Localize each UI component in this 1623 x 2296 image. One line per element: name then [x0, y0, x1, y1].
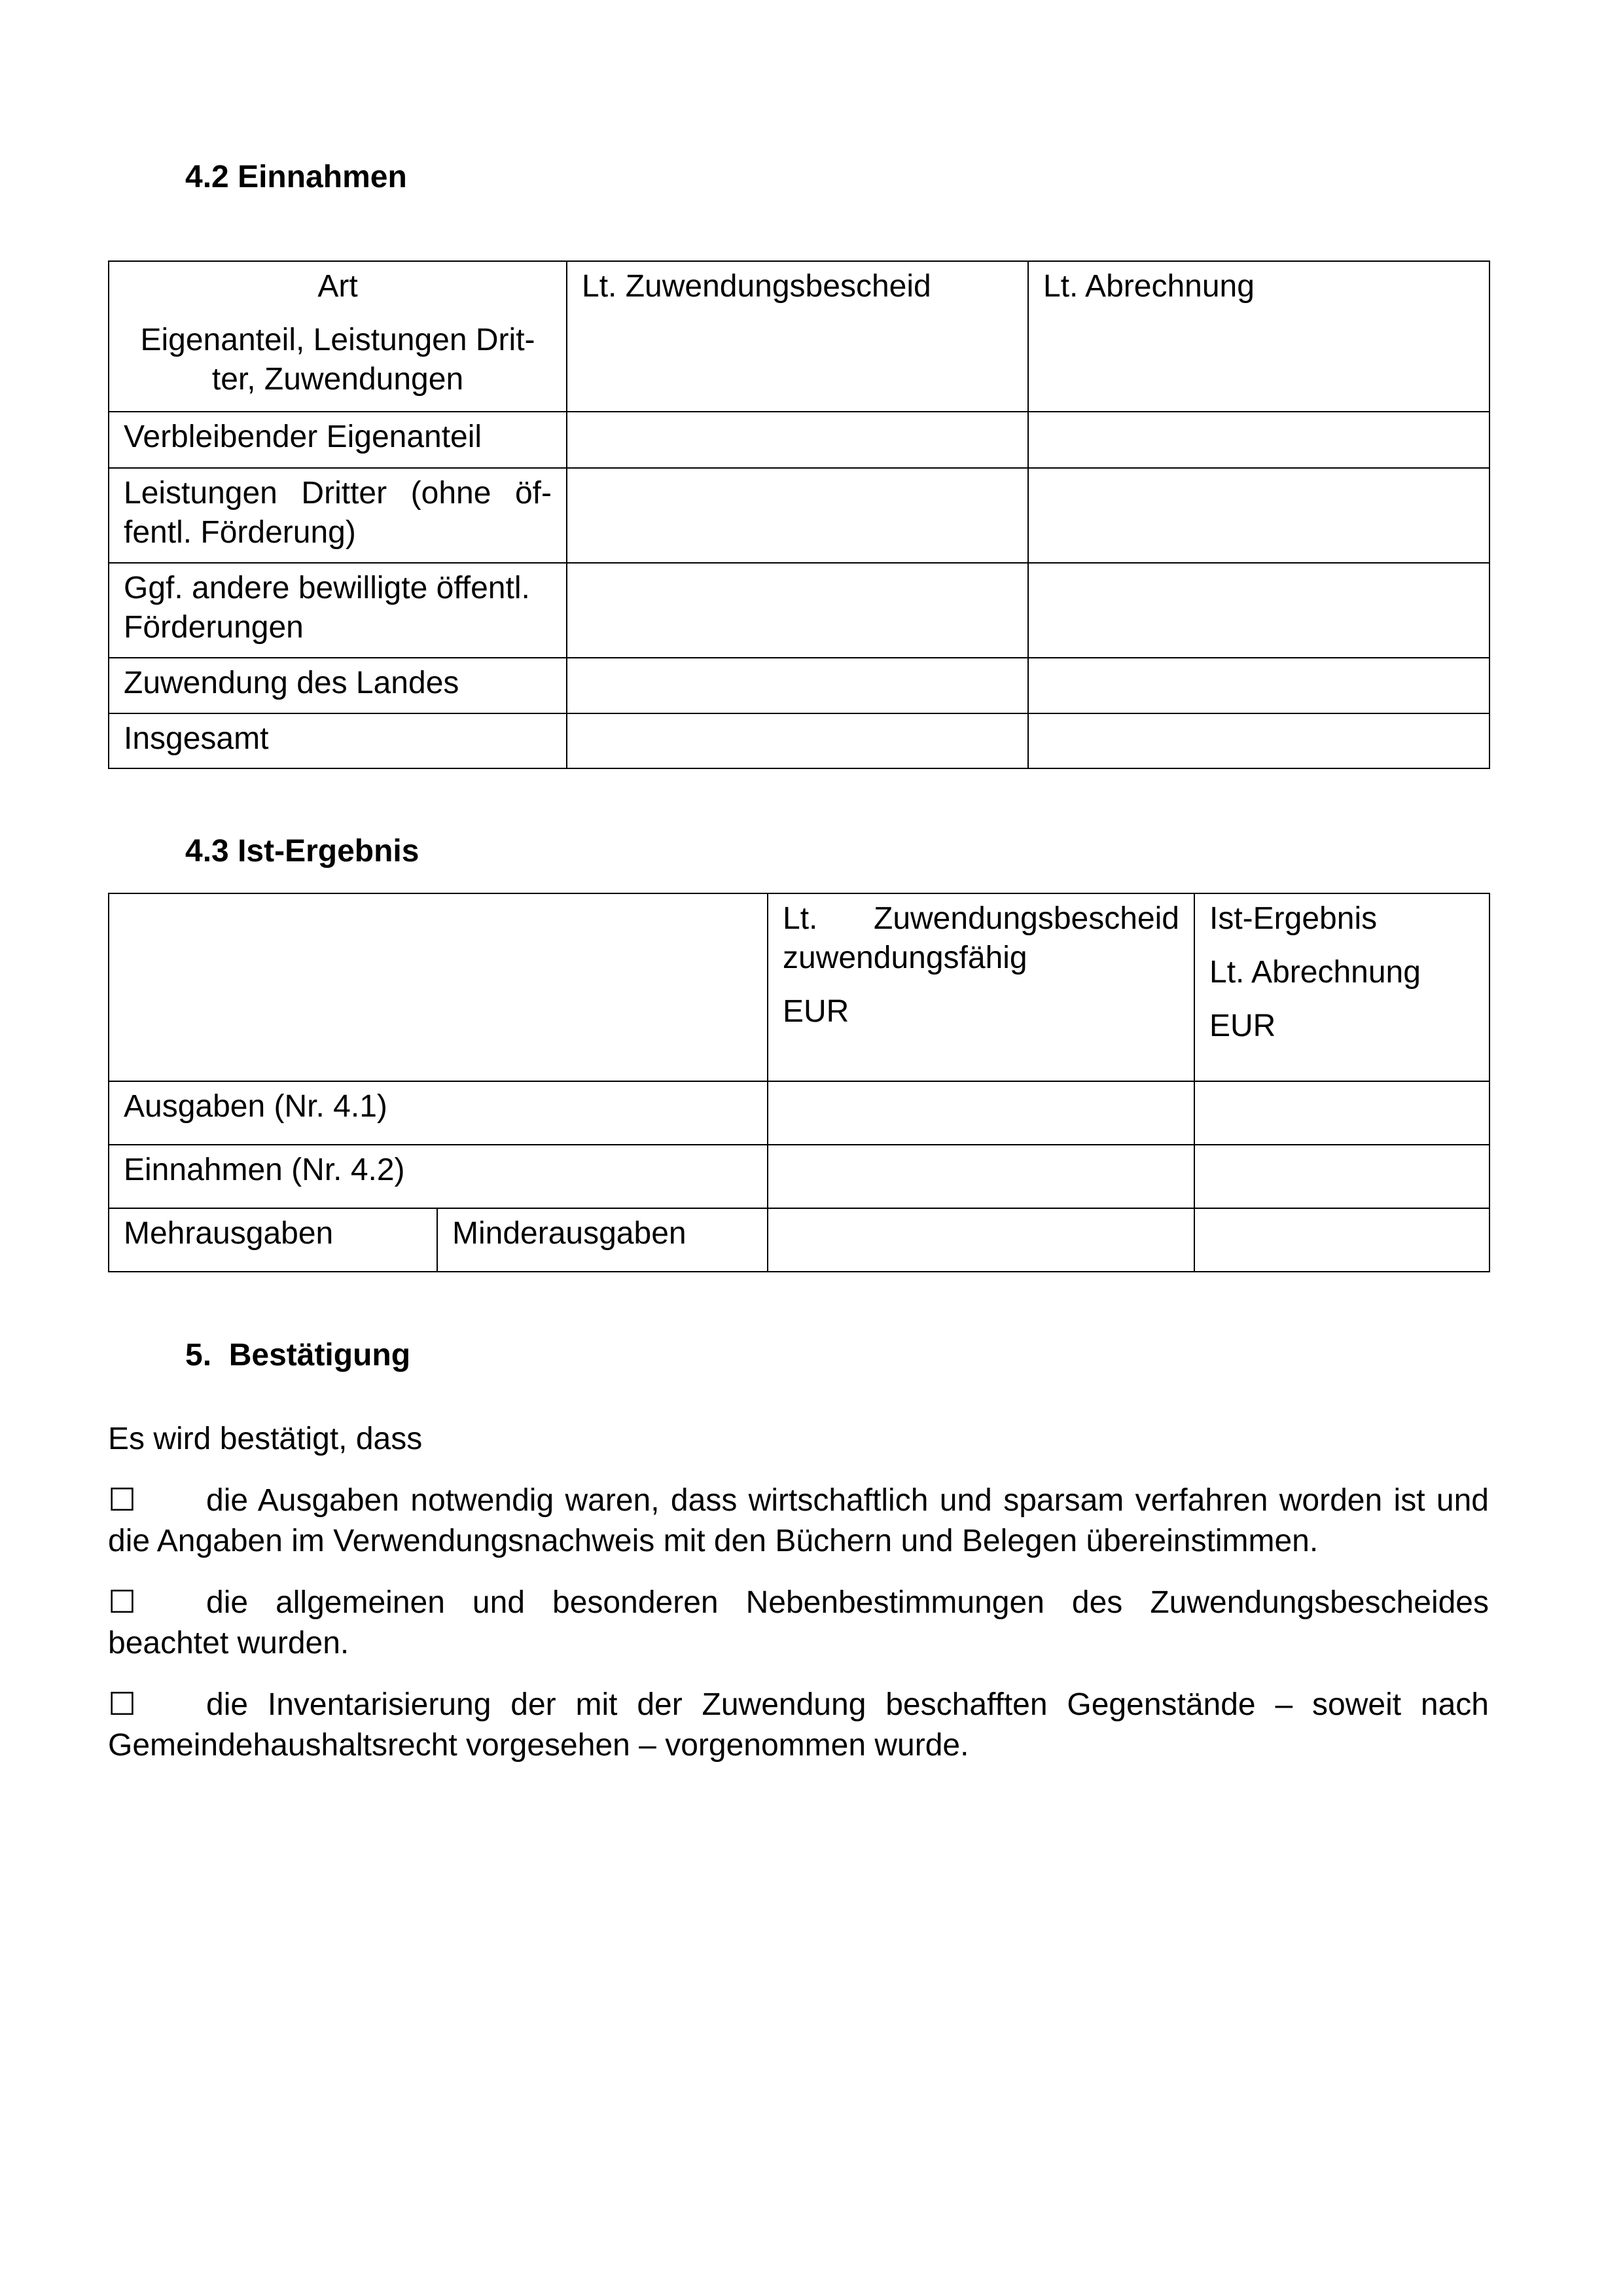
confirmation-item-text: die Inventarisierung der mit der Zuwendung beschafften Gegenstände – soweit nach Gemeindehaushaltsrecht vorgesehen – vorgenommen wurde. [108, 1687, 1489, 1763]
row-bescheid-value[interactable] [567, 412, 1028, 468]
header-art: Art [317, 269, 358, 304]
header-ist-cell [1194, 893, 1489, 1081]
header-empty-cell [109, 893, 768, 1081]
header-ist-unit: EUR [1209, 1009, 1276, 1043]
row-bescheid-value[interactable] [567, 658, 1028, 713]
confirmation-item [108, 1480, 1489, 1562]
row-abrechnung-value[interactable] [1028, 468, 1489, 563]
table-row [109, 468, 1489, 563]
row-bescheid-value[interactable] [768, 1208, 1194, 1272]
row-bescheid-value[interactable] [768, 1081, 1194, 1145]
table-row [109, 713, 1489, 768]
confirmation-item [108, 1685, 1489, 1766]
ist-header-row [109, 893, 1489, 1081]
row-label: Ausgaben (Nr. 4.1) [109, 1081, 768, 1145]
row-abrechnung-value[interactable] [1028, 658, 1489, 713]
header-ist-abrechnung: Lt. Abrechnung [1209, 955, 1421, 990]
minderausgaben-label: Minderausgaben [437, 1208, 768, 1272]
section-5-title: 5. Bestätigung [185, 1338, 411, 1372]
row-ist-value[interactable] [1194, 1081, 1489, 1145]
header-zuwendungsbescheid: Lt. Zuwendungsbescheid [567, 261, 1028, 412]
row-abrechnung-value[interactable] [1028, 713, 1489, 768]
section-4-2-title: 4.2 Einnahmen [185, 160, 407, 194]
table-row [109, 1081, 1489, 1145]
checkbox[interactable]: ☐ [108, 1585, 137, 1620]
header-abrechnung: Lt. Abrechnung [1028, 261, 1489, 412]
table-row [109, 412, 1489, 468]
confirmation-item-text: die Ausgaben notwendig waren, dass wirtschaftlich und sparsam verfahren worden ist und die Angaben im Verwendungsnachweis mit den Büchern und Belegen übereinstimmen. [108, 1483, 1489, 1558]
row-label: Zuwendung des Landes [109, 658, 567, 713]
row-label: Verbleibender Eigenanteil [109, 412, 567, 468]
row-label: Insgesamt [109, 713, 567, 768]
row-label: Einnahmen (Nr. 4.2) [109, 1145, 768, 1208]
confirmation-intro: Es wird bestätigt, dass [108, 1422, 423, 1456]
row-label: Ggf. andere bewilligte öffentl. Förderungen [109, 563, 567, 658]
row-bescheid-value[interactable] [567, 563, 1028, 658]
checkbox[interactable]: ☐ [108, 1687, 137, 1722]
table-row [109, 658, 1489, 713]
einnahmen-header-row [109, 261, 1489, 412]
confirmation-item [108, 1583, 1489, 1664]
section-4-3-title: 4.3 Ist-Ergebnis [185, 834, 419, 869]
einnahmen-table [108, 260, 1490, 769]
header-bescheid-label: Lt. Zuwendungsbescheid zuwendungsfähig [783, 901, 1179, 975]
confirmation-item-text: die allgemeinen und besonderen Nebenbestimmungen des Zuwendungsbescheides beachtet wurden. [108, 1585, 1489, 1660]
row-ist-value[interactable] [1194, 1145, 1489, 1208]
header-bescheid-unit: EUR [783, 994, 849, 1029]
row-abrechnung-value[interactable] [1028, 563, 1489, 658]
row-ist-value[interactable] [1194, 1208, 1489, 1272]
row-label: Leistungen Dritter (ohne öf-fentl. Förderung) [109, 468, 567, 563]
table-row [109, 1208, 1489, 1272]
header-ist-label: Ist-Ergebnis [1209, 901, 1378, 936]
table-row [109, 1145, 1489, 1208]
row-bescheid-value[interactable] [567, 468, 1028, 563]
row-abrechnung-value[interactable] [1028, 412, 1489, 468]
header-art-cell [109, 261, 567, 412]
mehrausgaben-label: Mehrausgaben [109, 1208, 437, 1272]
table-row [109, 563, 1489, 658]
ist-ergebnis-table [108, 893, 1490, 1272]
row-bescheid-value[interactable] [768, 1145, 1194, 1208]
header-bescheid-cell [768, 893, 1194, 1081]
row-bescheid-value[interactable] [567, 713, 1028, 768]
checkbox[interactable]: ☐ [108, 1483, 137, 1518]
header-art-description: Eigenanteil, Leistungen Drit-ter, Zuwendungen [140, 323, 535, 397]
